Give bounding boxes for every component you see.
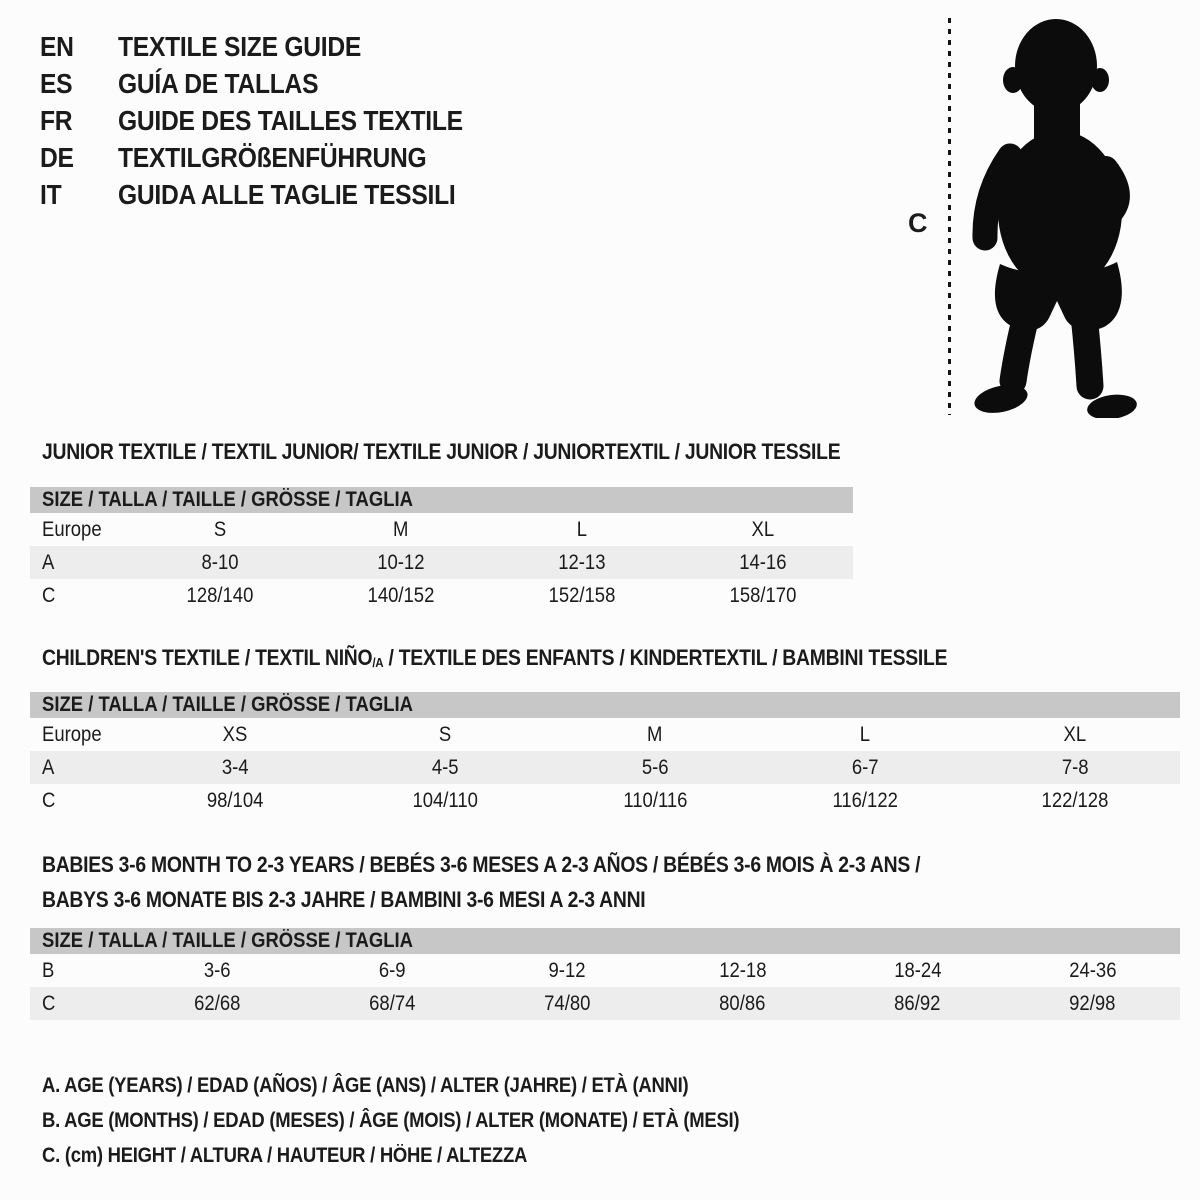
height-cell: 122/128 (1041, 788, 1109, 812)
language-code: ES (40, 67, 73, 99)
language-row-de (40, 139, 510, 176)
height-cell: 110/116 (622, 788, 688, 812)
language-code: DE (40, 141, 74, 173)
months-cell: 6-9 (379, 958, 406, 982)
months-cell: 3-6 (204, 958, 231, 982)
row-label: B (42, 958, 55, 982)
table-row-height (30, 784, 1180, 817)
language-row-es (40, 65, 510, 102)
age-cell: 5-6 (641, 755, 669, 779)
height-cell: 68/74 (369, 991, 416, 1015)
size-cell: S (438, 722, 452, 746)
height-cell: 86/92 (894, 991, 941, 1015)
language-title: GUIDE DES TAILLES TEXTILE (118, 104, 463, 136)
size-cell: XL (751, 517, 774, 541)
height-measure-dashed-line (948, 18, 951, 415)
months-cell: 12-18 (718, 958, 767, 982)
children-size-table (30, 692, 1180, 817)
table-row-age (30, 546, 853, 579)
legend-line-a: A. AGE (YEARS) / EDAD (AÑOS) / ÂGE (ANS) / ALTER (JAHRE) / ETÀ (ANNI) (42, 1073, 689, 1097)
size-cell: L (576, 517, 588, 541)
age-cell: 10-12 (377, 550, 425, 574)
height-cell: 128/140 (186, 583, 254, 607)
size-cell: XS (222, 722, 248, 746)
size-cell: XL (1063, 722, 1087, 746)
language-row-it (40, 176, 510, 213)
height-cell: 158/170 (729, 583, 797, 607)
height-marker-label: C (908, 208, 928, 238)
babies-section-title: BABIES 3-6 MONTH TO 2-3 YEARS / BEBÉS 3-6 MESES A 2-3 AÑOS / BÉBÉS 3-6 MOIS À 2-3 ANS / BABYS 3-6 MONATE BIS 2-3 JAHRE / BAMBINI 3-6 MESI A 2-3 ANNI (42, 852, 921, 912)
toddler-silhouette-icon (968, 18, 1138, 418)
age-cell: 3-4 (221, 755, 249, 779)
table-row-months (30, 954, 1180, 987)
language-row-fr (40, 102, 510, 139)
row-label: A (42, 550, 55, 574)
size-header-bar: SIZE / TALLA / TAILLE / GRÖSSE / TAGLIA (30, 692, 1180, 718)
height-cell: 74/80 (544, 991, 591, 1015)
height-cell: 80/86 (719, 991, 766, 1015)
language-title: TEXTILGRÖßENFÜHRUNG (118, 141, 427, 173)
language-title: GUÍA DE TALLAS (118, 67, 319, 99)
row-label: C (42, 788, 56, 812)
months-cell: 24-36 (1068, 958, 1117, 982)
row-label: Europe (42, 722, 102, 746)
row-label: C (42, 583, 56, 607)
row-label: Europe (42, 517, 102, 541)
language-code: FR (40, 104, 73, 136)
age-cell: 7-8 (1061, 755, 1089, 779)
table-row-europe (30, 513, 853, 546)
table-row-age (30, 751, 1180, 784)
legend-line-b: B. AGE (MONTHS) / EDAD (MESES) / ÂGE (MOIS) / ALTER (MONATE) / ETÀ (MESI) (42, 1108, 740, 1132)
size-header-bar: SIZE / TALLA / TAILLE / GRÖSSE / TAGLIA (30, 487, 853, 513)
height-cell: 152/158 (548, 583, 616, 607)
age-cell: 6-7 (851, 755, 879, 779)
row-label: C (42, 991, 56, 1015)
junior-section-title: JUNIOR TEXTILE / TEXTIL JUNIOR/ TEXTILE JUNIOR / JUNIORTEXTIL / JUNIOR TESSILE (42, 439, 841, 464)
height-cell: 98/104 (206, 788, 264, 812)
months-cell: 18-24 (893, 958, 942, 982)
table-row-height (30, 579, 853, 612)
height-cell: 140/152 (367, 583, 435, 607)
language-code: IT (40, 178, 62, 210)
height-cell: 104/110 (412, 788, 478, 812)
nino-a-subscript: /A (372, 655, 384, 670)
size-cell: S (214, 517, 227, 541)
row-label: A (42, 755, 55, 779)
height-cell: 92/98 (1069, 991, 1116, 1015)
height-cell: 62/68 (194, 991, 241, 1015)
measurement-legend (42, 1068, 834, 1173)
babies-size-table (30, 928, 1180, 1020)
size-cell: M (393, 517, 409, 541)
age-cell: 4-5 (431, 755, 459, 779)
language-row-en (40, 28, 510, 65)
height-cell: 116/122 (832, 788, 898, 812)
language-title: TEXTILE SIZE GUIDE (118, 30, 362, 62)
table-row-europe (30, 718, 1180, 751)
language-title: GUIDA ALLE TAGLIE TESSILI (118, 178, 456, 210)
size-header-bar: SIZE / TALLA / TAILLE / GRÖSSE / TAGLIA (30, 928, 1180, 954)
legend-line-c: C. (cm) HEIGHT / ALTURA / HAUTEUR / HÖHE / ALTEZZA (42, 1143, 528, 1167)
age-cell: 12-13 (558, 550, 606, 574)
children-section-title: CHILDREN'S TEXTILE / TEXTIL NIÑO/A / TEXTILE DES ENFANTS / KINDERTEXTIL / BAMBINI TESSILE (42, 645, 948, 670)
junior-size-table (30, 487, 853, 612)
size-cell: M (647, 722, 663, 746)
language-code: EN (40, 30, 74, 62)
size-cell: L (859, 722, 871, 746)
language-list (40, 28, 510, 213)
age-cell: 8-10 (201, 550, 239, 574)
age-cell: 14-16 (738, 550, 787, 574)
months-cell: 9-12 (549, 958, 586, 982)
table-row-height (30, 987, 1180, 1020)
